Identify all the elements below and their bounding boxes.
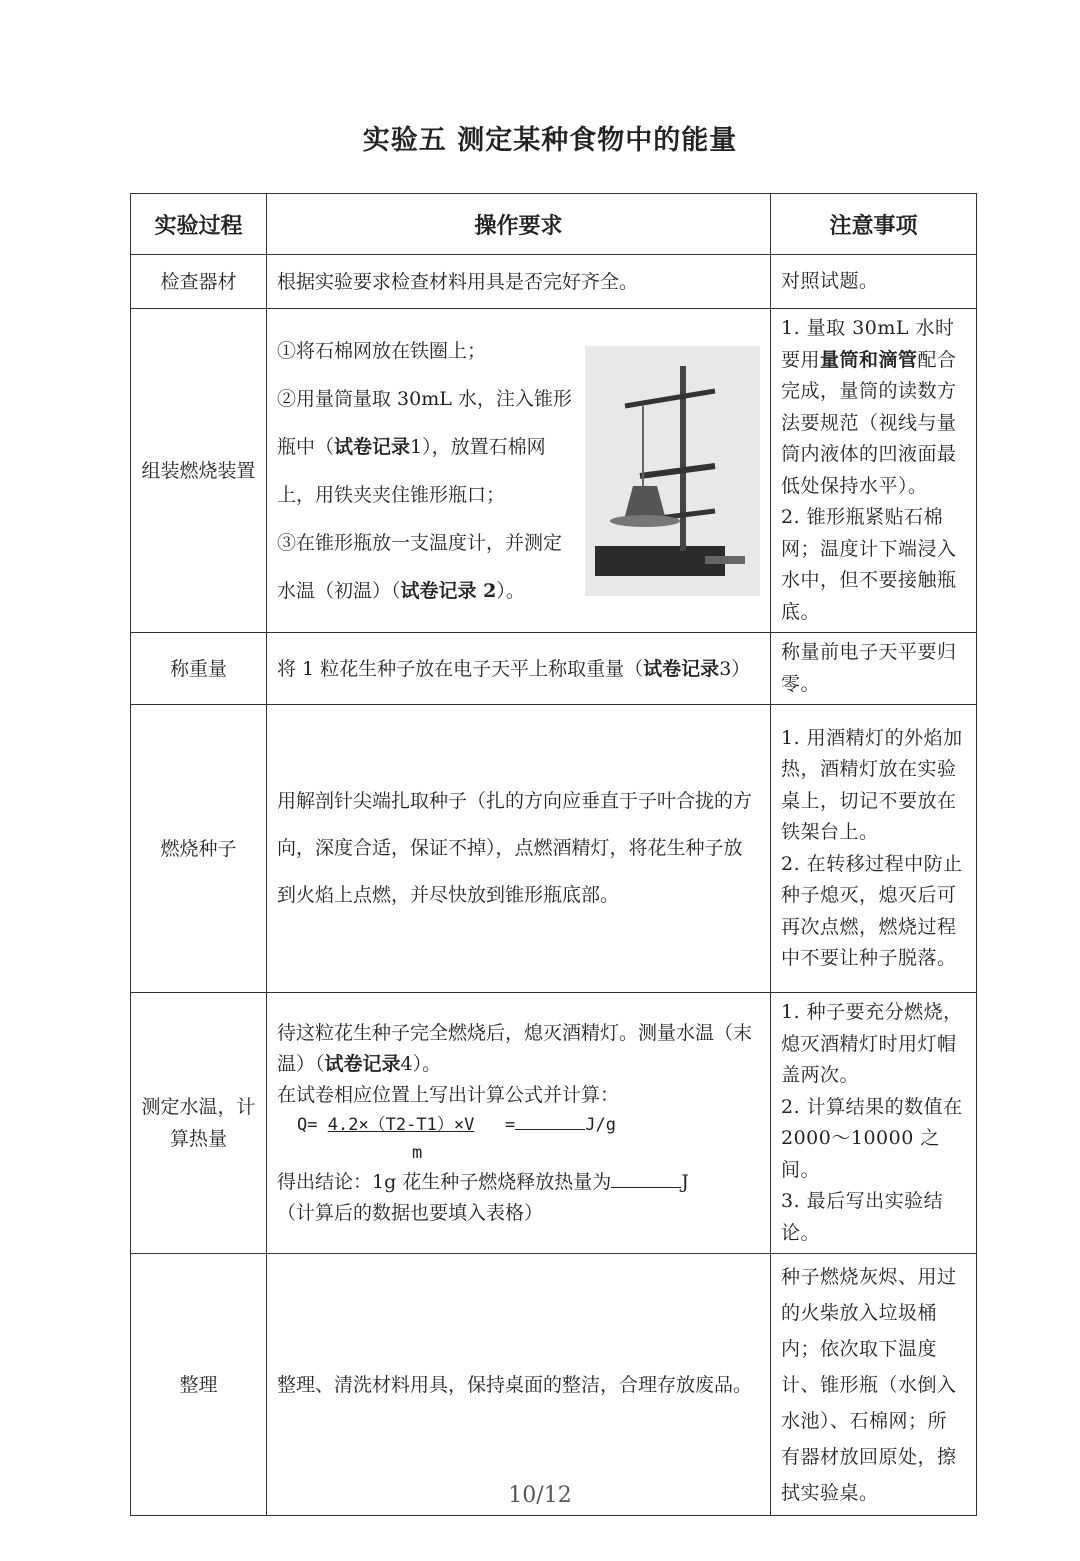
process-cell: 组装燃烧装置: [131, 309, 267, 633]
notes-cell: 1. 量取 30mL 水时要用量筒和滴管配合完成，量筒的读数方法要规范（视线与量筒内液体的凹液面最低处保持水平）。 2. 锥形瓶紧贴石棉网；温度计下端浸入水中，但不要接触瓶底。: [771, 309, 977, 633]
heat-formula: Q= 4.2×（T2-T1）×V = J/g m: [277, 1111, 760, 1167]
page-number: 10/12: [508, 1483, 572, 1508]
header-process: 实验过程: [131, 194, 267, 255]
table-row: [131, 705, 977, 993]
notes-cell: 1. 种子要充分燃烧，熄灭酒精灯时用灯帽盖两次。 2. 计算结果的数值在 2000～10000 之间。 3. 最后写出实验结论。: [771, 993, 977, 1254]
table-header-row: [131, 194, 977, 255]
requirement-cell: [267, 309, 771, 633]
requirement-cell: 将 1 粒花生种子放在电子天平上称取重量（试卷记录3）: [267, 633, 771, 705]
conclusion-blank: [611, 1169, 681, 1188]
assembly-steps: ①将石棉网放在铁圈上； ②用量筒量取 30mL 水，注入锥形瓶中（试卷记录1），放置石棉网上，用铁夹夹住锥形瓶口； ③在锥形瓶放一支温度计，并测定水温（初温）（试卷记录 2）。: [277, 339, 572, 602]
table-row: [131, 993, 977, 1254]
notes-cell: 1. 用酒精灯的外焰加热，酒精灯放在实验桌上，切记不要放在铁架台上。 2. 在转移过程中防止种子熄灭，熄灭后可再次点燃，燃烧过程中不要让种子脱落。: [771, 705, 977, 993]
notes-cell: 对照试题。: [771, 255, 977, 309]
experiment-table: [130, 193, 977, 1516]
process-cell: 整理: [131, 1254, 267, 1516]
answer-blank: [515, 1111, 585, 1130]
process-cell: 测定水温，计算热量: [131, 993, 267, 1254]
table-row: [131, 309, 977, 633]
requirement-cell: 根据实验要求检查材料用具是否完好齐全。: [267, 255, 771, 309]
process-cell: 燃烧种子: [131, 705, 267, 993]
table-row: [131, 1254, 977, 1516]
apparatus-photo: [585, 346, 760, 596]
page-title: 实验五 测定某种食物中的能量: [362, 125, 738, 156]
requirement-cell: 待这粒花生种子完全燃烧后，熄灭酒精灯。测量水温（末温）（试卷记录4）。 在试卷相应位置上写出计算公式并计算： Q= 4.2×（T2-T1）×V = J/g m 得出结论：1g 花生种子燃烧释放热量为 J （计算后的数据也要填入表格）: [267, 993, 771, 1254]
header-notes: 注意事项: [771, 194, 977, 255]
requirement-cell: 整理、清洗材料用具，保持桌面的整洁，合理存放废品。: [267, 1254, 771, 1516]
process-cell: 检查器材: [131, 255, 267, 309]
process-cell: 称重量: [131, 633, 267, 705]
notes-cell: 种子燃烧灰烬、用过的火柴放入垃圾桶内；依次取下温度计、锥形瓶（水倒入水池）、石棉网；所有器材放回原处，擦拭实验桌。: [771, 1254, 977, 1516]
header-requirement: 操作要求: [267, 194, 771, 255]
requirement-cell: 用解剖针尖端扎取种子（扎的方向应垂直于子叶合拢的方向，深度合适，保证不掉），点燃酒精灯，将花生种子放到火焰上点燃，并尽快放到锥形瓶底部。: [267, 705, 771, 993]
notes-cell: 称量前电子天平要归零。: [771, 633, 977, 705]
table-row: [131, 255, 977, 309]
table-row: [131, 633, 977, 705]
